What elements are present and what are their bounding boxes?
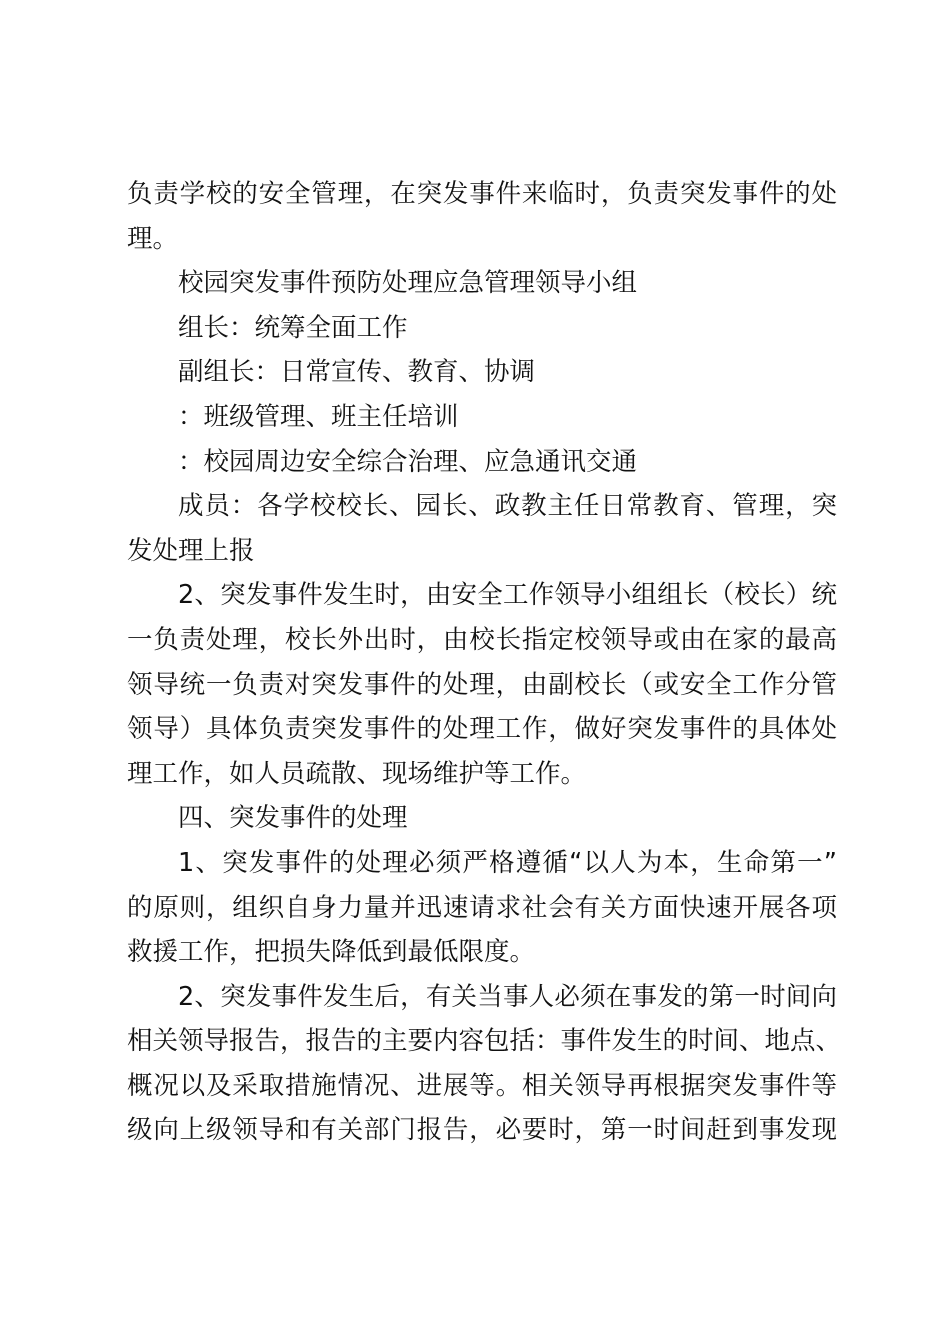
- text-line: 的原则，组织自身力量并迅速请求社会有关方面快速开展各项: [127, 892, 837, 923]
- text-line: 理工作，如人员疏散、现场维护等工作。: [127, 758, 587, 789]
- text-line: 领导）具体负责突发事件的处理工作，做好突发事件的具体处: [127, 714, 837, 745]
- text-line: 一负责处理，校长外出时，由校长指定校领导或由在家的最高: [127, 624, 837, 655]
- text-line: 组长：统筹全面工作: [178, 312, 408, 343]
- text-line: 成员：各学校校长、园长、政教主任日常教育、管理，突: [178, 491, 837, 522]
- text-line: 概况以及采取措施情况、进展等。相关领导再根据突发事件等: [127, 1070, 837, 1101]
- text-line: 发处理上报: [127, 535, 255, 566]
- section-heading: 校园突发事件预防处理应急管理领导小组: [178, 268, 638, 299]
- text-line: 副组长：日常宣传、教育、协调: [178, 357, 536, 388]
- text-line: 2、突发事件发生时，由安全工作领导小组组长（校长）统: [178, 580, 837, 611]
- text-line: 领导统一负责对突发事件的处理，由副校长（或安全工作分管: [127, 669, 837, 700]
- text-line: 相关领导报告，报告的主要内容包括：事件发生的时间、地点、: [127, 1026, 842, 1057]
- text-line: 2、突发事件发生后，有关当事人必须在事发的第一时间向: [178, 981, 837, 1012]
- text-line: 1、突发事件的处理必须严格遵循“以人为本，生命第一”: [178, 847, 837, 878]
- text-line: 负责学校的安全管理，在突发事件来临时，负责突发事件的处: [127, 179, 837, 209]
- text-line: ：班级管理、班主任培训: [178, 401, 459, 432]
- text-line: 级向上级领导和有关部门报告，必要时，第一时间赶到事发现: [127, 1115, 837, 1146]
- section-heading: 四、突发事件的处理: [178, 803, 408, 834]
- text-line: 救援工作，把损失降低到最低限度。: [127, 937, 536, 968]
- text-line: 理。: [127, 223, 179, 254]
- document-body: [127, 172, 842, 1153]
- text-line: ：校园周边安全综合治理、应急通讯交通: [178, 446, 638, 477]
